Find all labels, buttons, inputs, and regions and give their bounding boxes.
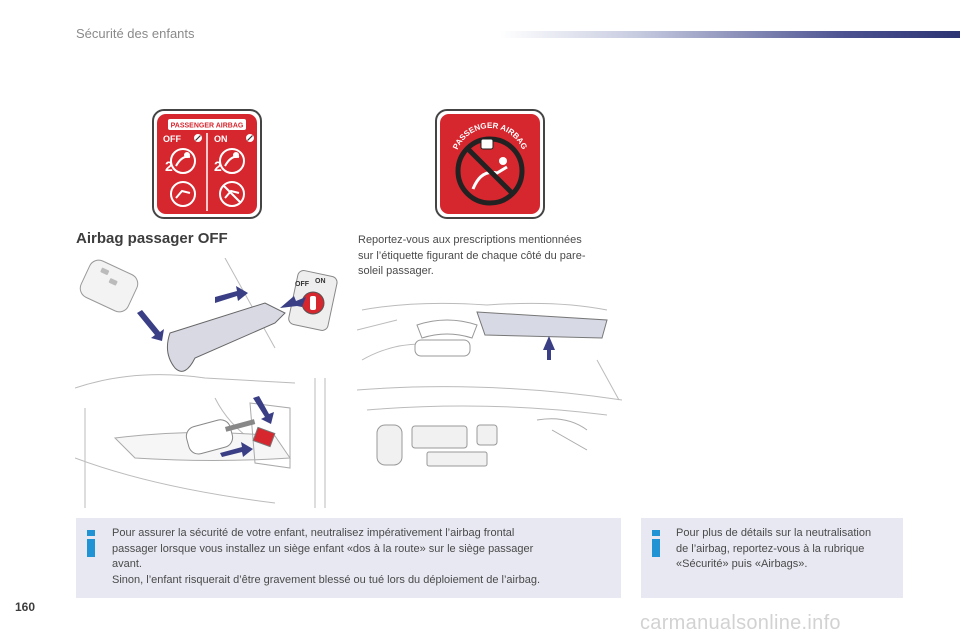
dashboard-sunvisor-illustration [357,300,622,475]
label-banner-text: PASSENGER AIRBAG [170,122,244,130]
key-switch-illustration [75,258,345,513]
info-line: Sinon, l’enfant risquerait d’être gravement blessé ou tué lors du déploiement de l’airbag. [112,573,541,586]
info-reference-text [676,526,901,573]
switch-off-text: OFF [295,281,309,288]
info-line: passager lorsque vous installez un siège enfant «dos à la route» sur le siège passager [112,542,534,555]
instruction-line: soleil passager. [358,265,434,277]
airbag-warning-label [435,109,545,219]
pointer-arrow-icon [543,336,555,360]
svg-text:2: 2 [165,158,173,174]
warning-arc-text: PASSENGER AIRBAG [451,120,529,151]
switch-on-text: ON [315,278,326,285]
info-line: Pour plus de détails sur la neutralisation [676,527,872,539]
airbag-switch-dial-icon [280,269,338,331]
instruction-line: Reportez-vous aux prescriptions mentionnées [358,234,582,246]
info-line: «Sécurité» puis «Airbags». [676,558,808,570]
info-line: avant. [112,558,142,570]
info-icon [84,528,98,558]
info-box-safety [76,518,621,598]
dashboard-console-icon [377,425,497,466]
key-fob-icon [77,258,141,315]
info-icon [649,528,663,558]
instruction-line: sur l’étiquette figurant de chaque côté du pare- [358,249,586,262]
airbag-off-on-label [152,109,262,219]
airbag-label-graphic [154,111,260,217]
section-title: Airbag passager OFF [76,230,228,247]
key-blade-icon [167,303,285,371]
warning-label-graphic [437,111,543,217]
page-header-title: Sécurité des enfants [76,26,195,41]
info-box-reference [641,518,903,598]
watermark-text: carmanualsonline.info [640,612,841,634]
instruction-paragraph [358,233,623,280]
info-safety-text [112,526,617,588]
info-line: Pour assurer la sécurité de votre enfant, neutralisez impérativement l’airbag frontal [112,527,515,539]
rearview-mirror-icon [415,320,477,356]
page-number: 160 [15,600,36,614]
info-line: de l’airbag, reportez-vous à la rubrique [676,542,865,555]
label-on-text: ON [214,134,228,144]
header-rule [500,31,960,38]
sun-visor-icon [477,312,607,338]
svg-text:2: 2 [214,158,222,174]
label-off-text: OFF [163,134,181,144]
